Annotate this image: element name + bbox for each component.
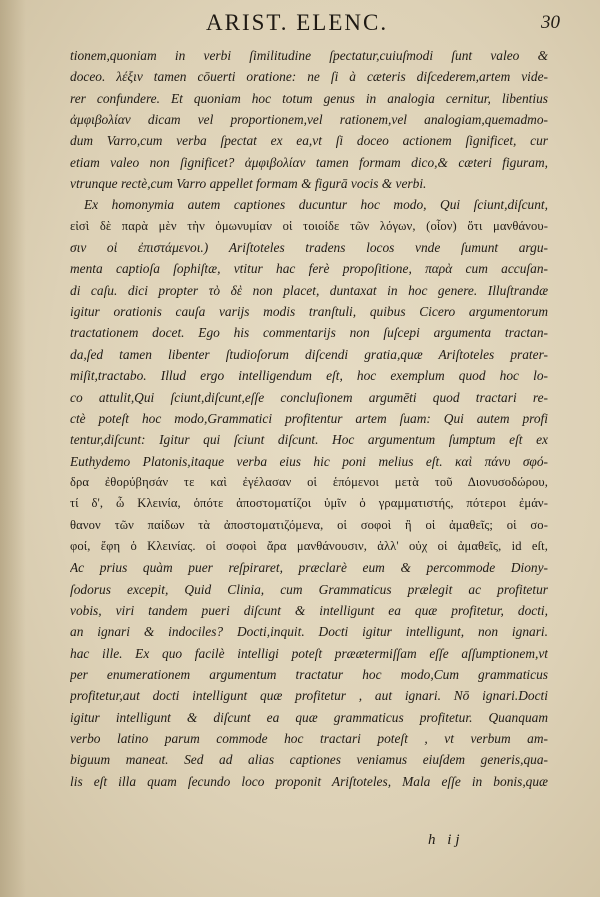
page-number: 30 (541, 12, 560, 33)
running-head: ARIST. ELENC. (206, 10, 389, 35)
text-line: Ex homonymia autem captiones ducuntur hoc modo, Qui ſciunt,diſcunt, (84, 197, 548, 213)
text-line: dum Varro,cum verba ſpectat ex ea,vt ſi doceo actionem ſignificet, cur (70, 133, 548, 149)
body-text (70, 45, 548, 792)
text-line: tentur,diſcunt: Igitur qui ſciunt diſcunt. Hoc argumentum ſumptum eſt ex (70, 432, 548, 448)
page-header (60, 6, 560, 40)
greek-text-line: δρα ἐθορύβησάν τε καὶ ἐγέλασαν οἱ ἑπόμενοι μετὰ τοῦ Διονυσοδώρου, (70, 474, 548, 489)
text-line: lis eſt illa quam ſecundo loco proponit Ariſtoteles, Mala eſſe in bonis,quæ (70, 773, 548, 789)
text-line: tionem,quoniam in verbi ſimilitudine ſpectatur,cuiuſmodi ſunt valeo & (70, 48, 548, 63)
text-line: menta captioſa ſophiſtæ, vtitur hac ferè propoſitione, παρὰ cum accuſan- (70, 261, 548, 277)
text-line: vobis, viri tandem pueri diſcunt & intelligunt ea quæ profitetur, docti, (70, 602, 548, 618)
text-line: ſodorus excepit, Quid Clinia, cum Grammaticus prælegit ac profitetur (70, 581, 548, 597)
greek-text-line: τί δ', ὦ Κλεινία, ὁπότε ἀποστοματίζοι ὑμῖν ὁ γραμματιστής, πότεροι ἐμάν- (70, 496, 548, 511)
greek-text-line: θανον τῶν παίδων τὰ ἀποστοματιζόμενα, οἱ σοφοὶ ἢ οἱ ἀμαθεῖς; οἱ σο- (70, 517, 548, 532)
text-line: tractationem docet. Ego his commentarijs non ſuſcepi argumenta tractan- (70, 325, 548, 341)
text-line: an ignari & indociles? Docti,inquit. Docti igitur intelligunt, non ignari. (70, 624, 548, 640)
text-line: hac ille. Ex quo facilè intelligi poteſt præætermiſſam eſſe aſſumptionem,vt (70, 645, 548, 661)
text-line: biguum maneat. Sed ad alias captiones veniamus eiuſdem generis,qua- (70, 752, 548, 768)
text-line: igitur orationis cauſa varijs modis tranſtuli, quibus Cicero argumentorum (70, 304, 548, 320)
text-line: etiam valeo non ſignificet? ἀμφιβολίαν tamen formam dico,& cæteri figuram, (70, 154, 548, 170)
text-line: co attulit,Qui ſciunt,diſcunt,eſſe concluſionem argumēti quod tractari re- (70, 389, 548, 405)
text-line: miſit,tractabo. Illud ergo intelligendum eſt, hoc exemplum quod hoc lo- (70, 368, 548, 384)
greek-text-line: φοί, ἔφη ὁ Κλεινίας. οἱ σοφοὶ ἄρα μανθάνουσιν, ἀλλ' οὐχ οἱ ἀμαθεῖς, id eſt, (70, 538, 548, 553)
text-line: profitetur,aut docti intelligunt quæ profitetur , aut ignari. Nō ignari.Docti (70, 688, 548, 704)
text-line: Euthydemo Platonis,itaque verba eius hic poni melius eſt. καὶ πάνυ σφό- (70, 453, 548, 469)
text-line: verbo latino parum commode hoc tractari poteſt , vt verbum am- (70, 731, 548, 746)
text-line: da,ſed tamen libenter ſtudioſorum diſcendi gratia,quæ Ariſtoteles prater- (70, 346, 548, 362)
text-line: Ac prius quàm puer reſpiraret, præclarè eum & percommode Diony- (70, 560, 548, 576)
greek-text-line: εἰσὶ δὲ παρὰ μὲν τὴν ὁμωνυμίαν οἱ τοιοίδε τῶν λόγων, (οἷον) ὅτι μανθάνου- (70, 218, 548, 233)
text-line: vtrunque rectè,cum Varro appellet formam & figurā vocis & verbi. (70, 176, 427, 192)
text-line: ἀμφιβολίαν dicam vel proportionem,vel rationem,vel analogiam,quemadmo- (70, 112, 548, 128)
signature-mark: h ij (428, 832, 464, 848)
text-line: rer confundere. Et quoniam hoc totum genus in analogia cernitur, libentius (70, 90, 548, 106)
text-line: igitur intelligunt & diſcunt ea quæ grammaticus profitetur. Quanquam (70, 709, 548, 725)
binding-gutter-shadow (0, 0, 26, 897)
text-line: di caſu. dici propter τὸ δὲ non placet, duntaxat in hoc genere. Illuſtrandæ (70, 282, 548, 298)
text-line: σιν οἱ ἐπιστάμενοι.) Ariſtoteles tradens locos vnde ſumunt argu- (70, 240, 548, 256)
text-line: ctè poteſt hoc modo,Grammatici profitentur artem ſuam: Qui autem profi (70, 410, 548, 426)
text-line: per enumerationem argumentum tractatur hoc modo,Cum grammaticus (70, 666, 548, 682)
text-line: doceo. λέξιν tamen cōuerti oratione: ne ſi à cæteris diſcederem,artem vide- (70, 69, 548, 85)
